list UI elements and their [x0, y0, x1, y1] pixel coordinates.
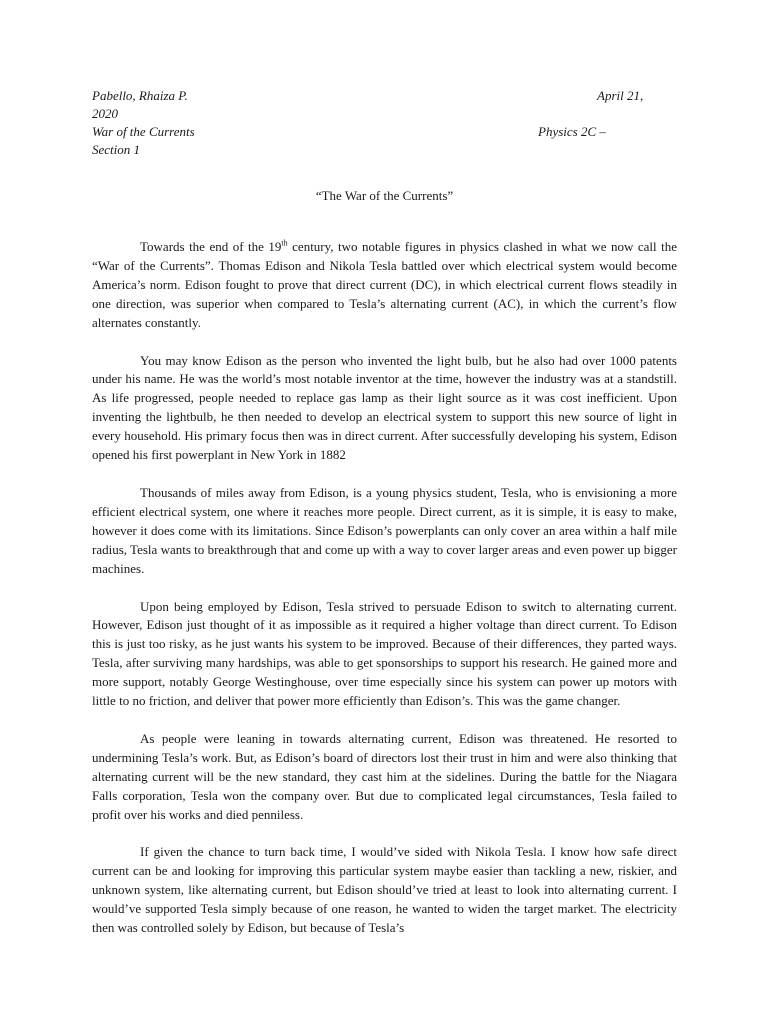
- date-text: April 21,: [597, 88, 644, 103]
- author-name: Pabello, Rhaiza P.: [92, 88, 188, 103]
- course-title: War of the Currents: [92, 124, 195, 139]
- paragraph-2: You may know Edison as the person who invented the light bulb, but he also had over 1000 patents under his name. He was the world’s most notable inventor at the time, however the industry was at a standstill. As life progressed, people needed to replace gas lamp as their light source as it was cost inefficient. Upon inventing the lightbulb, he then needed to develop an electrical system to support this new source of light in every household. His primary focus then was in direct current. After successfully developing his system, Edison opened his first powerplant in New York in 1882: [92, 352, 677, 463]
- document-body: [92, 238, 677, 957]
- paragraph-5: As people were leaning in towards alternating current, Edison was threatened. He resorted to undermining Tesla’s work. But, as Edison’s board of directors lost their trust in him and were also thinking that alternating current will be the new standard, they cast him at the sidelines. During the battle for the Niagara Falls corporation, Tesla won the company over. But due to complicated legal circumstances, Tesla failed to profit over his works and died penniless.: [92, 730, 677, 822]
- header-row-2: [92, 105, 677, 123]
- superscript-th: th: [281, 238, 288, 248]
- paragraph-1-start: Towards the end of the 19: [140, 239, 282, 254]
- document-title: “The War of the Currents”: [315, 188, 454, 203]
- subject-text: Physics 2C –: [538, 124, 606, 139]
- date-year: 2020: [92, 106, 118, 121]
- section-text: Section 1: [92, 142, 141, 157]
- paragraph-3: Thousands of miles away from Edison, is a young physics student, Tesla, who is envisioning a more efficient electrical system, one where it reaches more people. Direct current, as it is simple, it is easy to make, however it does come with its limitations. Since Edison’s powerplants can only cover an area within a half mile radius, Tesla wants to breakthrough that and come up with a way to cover larger areas and even power up bigger machines.: [92, 484, 677, 576]
- paragraph-1: [92, 238, 677, 333]
- paragraph-1-rest: century, two notable figures in physics clashed in what we now call the “War of the Currents”. Thomas Edison and Nikola Tesla battled over which electrical system would become America’s norm. Edison fought to prove that direct current (DC), in which electrical current flows steadily in one direction, was superior when compared to Tesla’s alternating current (AC), in which the current’s flow alternates constantly.: [92, 239, 677, 330]
- paragraph-4: Upon being employed by Edison, Tesla strived to persuade Edison to switch to alternating current. However, Edison just thought of it as impossible as it required a higher voltage than direct current. To Edison this is just too risky, as he just wants his system to be improved. Because of their differences, they parted ways. Tesla, after surviving many hardships, was able to get sponsorships to support his research. He gained more and more support, notably George Westinghouse, over time especially since his system can power up motors with little to no friction, and deliver that power more efficiently than Edison’s. This was the game changer.: [92, 598, 677, 709]
- header-row-1: [92, 87, 677, 105]
- document-header: [92, 87, 677, 159]
- header-row-3: [92, 123, 677, 141]
- paragraph-6: If given the chance to turn back time, I would’ve sided with Nikola Tesla. I know how safe direct current can be and looking for improving this particular system maybe easier than tackling a new, riskier, and unknown system, like alternating current, but Edison should’ve tried at least to look into alternating current. I would’ve supported Tesla simply because of one reason, he wanted to widen the target market. The electricity then was controlled solely by Edison, but because of Tesla’s: [92, 844, 677, 936]
- header-row-4: [92, 141, 677, 159]
